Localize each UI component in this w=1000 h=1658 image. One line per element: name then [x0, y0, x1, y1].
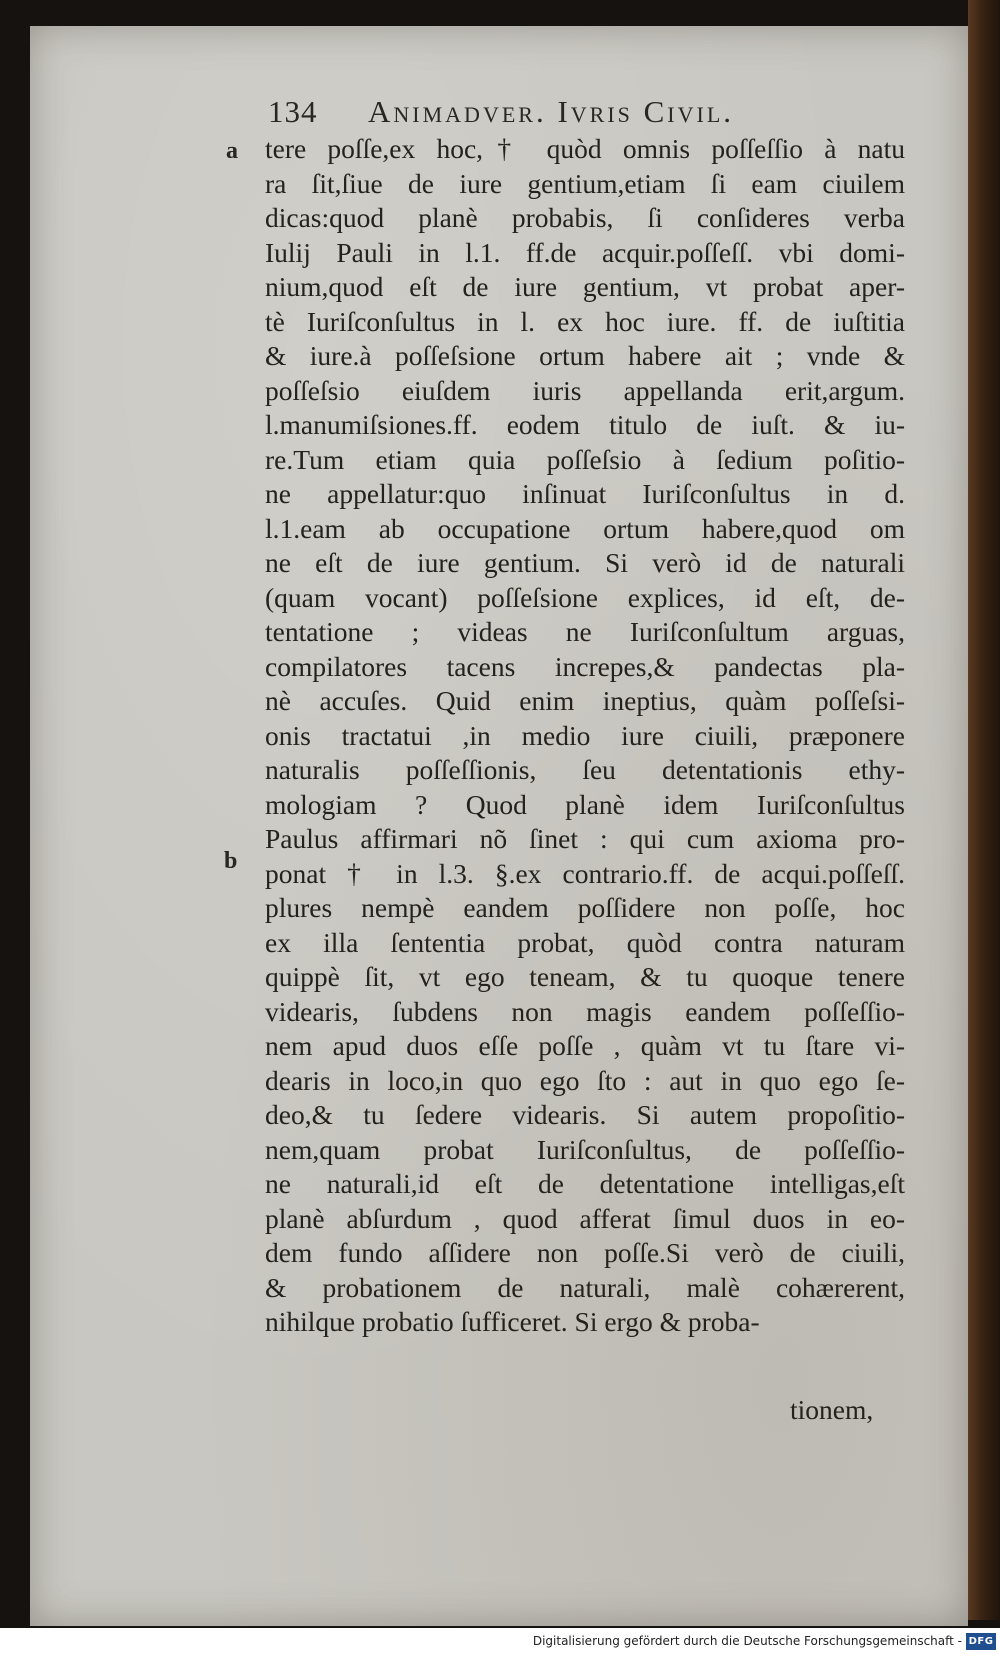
- text-line: tentatione ; videas ne Iuriſconſultum arguas,: [265, 616, 905, 647]
- page-number: 134: [268, 94, 318, 129]
- digitization-footer: [0, 1628, 1000, 1658]
- text-line: & probationem de naturali, malè cohærerent,: [265, 1271, 905, 1303]
- text-line: compilatores tacens increpes,& pandectas pla-: [265, 650, 905, 682]
- text-line: dearis in loco,in quo ego ſto : aut in quo ego ſe-: [265, 1064, 905, 1096]
- text-line: nem apud duos eſſe poſſe , quàm vt tu ſtare vi-: [265, 1030, 905, 1061]
- text-line: (quam vocant) poſſeſsione explices, id eſt, de-: [265, 581, 905, 613]
- text-line: re.Tum etiam quia poſſeſsio à ſedium poſitio-: [265, 443, 905, 475]
- text-line: & iure.à poſſeſsione ortum habere ait ; vnde &: [265, 340, 905, 371]
- dfg-logo: DFG: [966, 1633, 996, 1650]
- running-title: Animadver. Ivris Civil.: [368, 94, 735, 129]
- text-line: ne naturali,id eſt de detentatione intelligas,eſt: [265, 1168, 905, 1199]
- text-line: quippè ſit, vt ego teneam, & tu quoque tenere: [265, 961, 905, 992]
- text-line: dem fundo aſſidere non poſſe.Si verò de ciuili,: [265, 1237, 905, 1268]
- text-line: ne eſt de iure gentium. Si verò id de naturali: [265, 547, 905, 578]
- catchword: tionem,: [790, 1394, 874, 1425]
- text-line: planè abſurdum , quod afferat ſimul duos in eo-: [265, 1202, 905, 1234]
- text-line: poſſeſsio eiuſdem iuris appellanda erit,argum.: [265, 374, 905, 406]
- text-line: tè Iuriſconſultus in l. ex hoc iure. ff. de iuſtitia: [265, 305, 905, 337]
- text-line: ponat † in l.3. §.ex contrario.ff. de acqui.poſſeſſ.: [265, 857, 905, 889]
- text-line: nihilque probatio ſufficeret. Si ergo & proba-: [265, 1306, 760, 1337]
- margin-note-b: b: [224, 848, 238, 874]
- text-line: plures nempè eandem poſſidere non poſſe, hoc: [265, 892, 905, 923]
- text-line: l.1.eam ab occupatione ortum habere,quod om: [265, 512, 905, 544]
- book-edge: [968, 0, 1000, 1620]
- text-line: l.manumiſsiones.ff. eodem titulo de iuſt. & iu-: [265, 409, 905, 440]
- text-line: ne appellatur:quo inſinuat Iuriſconſultus in d.: [265, 478, 905, 509]
- funding-credit: Digitalisierung gefördert durch die Deutsche Forschungsgemeinschaft -: [532, 1634, 962, 1648]
- text-line: dicas:quod planè probabis, ſi conſideres verba: [265, 202, 905, 233]
- text-line: ra ſit,ſiue de iure gentium,etiam ſi eam ciuilem: [265, 167, 905, 199]
- text-line: naturalis poſſeſſionis, ſeu detentationis ethy-: [265, 754, 905, 785]
- text-line: nem,quam probat Iuriſconſultus, de poſſeſſio-: [265, 1133, 905, 1165]
- text-line: onis tractatui ,in medio iure ciuili, præponere: [265, 719, 905, 751]
- text-line: nium,quod eſt de iure gentium, vt probat aper-: [265, 271, 905, 302]
- margin-note-a: a: [226, 138, 238, 164]
- text-line: Iulij Pauli in l.1. ff.de acquir.poſſeſſ. vbi domi-: [265, 236, 905, 268]
- text-line: deo,& tu ſedere videaris. Si autem propoſitio-: [265, 1099, 905, 1130]
- text-line: Paulus affirmari nõ ſinet : qui cum axioma pro-: [265, 823, 905, 854]
- text-line: nè accuſes. Quid enim ineptius, quàm poſſeſsi-: [265, 685, 905, 716]
- text-line: videaris, ſubdens non magis eandem poſſeſſio-: [265, 995, 905, 1027]
- text-line: mologiam ? Quod planè idem Iuriſconſultus: [265, 788, 905, 820]
- body-text: [265, 132, 925, 1340]
- text-line: ex illa ſententia probat, quòd contra naturam: [265, 926, 905, 958]
- text-line: tere poſſe,ex hoc,† quòd omnis poſſeſſio à natu: [265, 133, 905, 164]
- running-head: [268, 94, 908, 134]
